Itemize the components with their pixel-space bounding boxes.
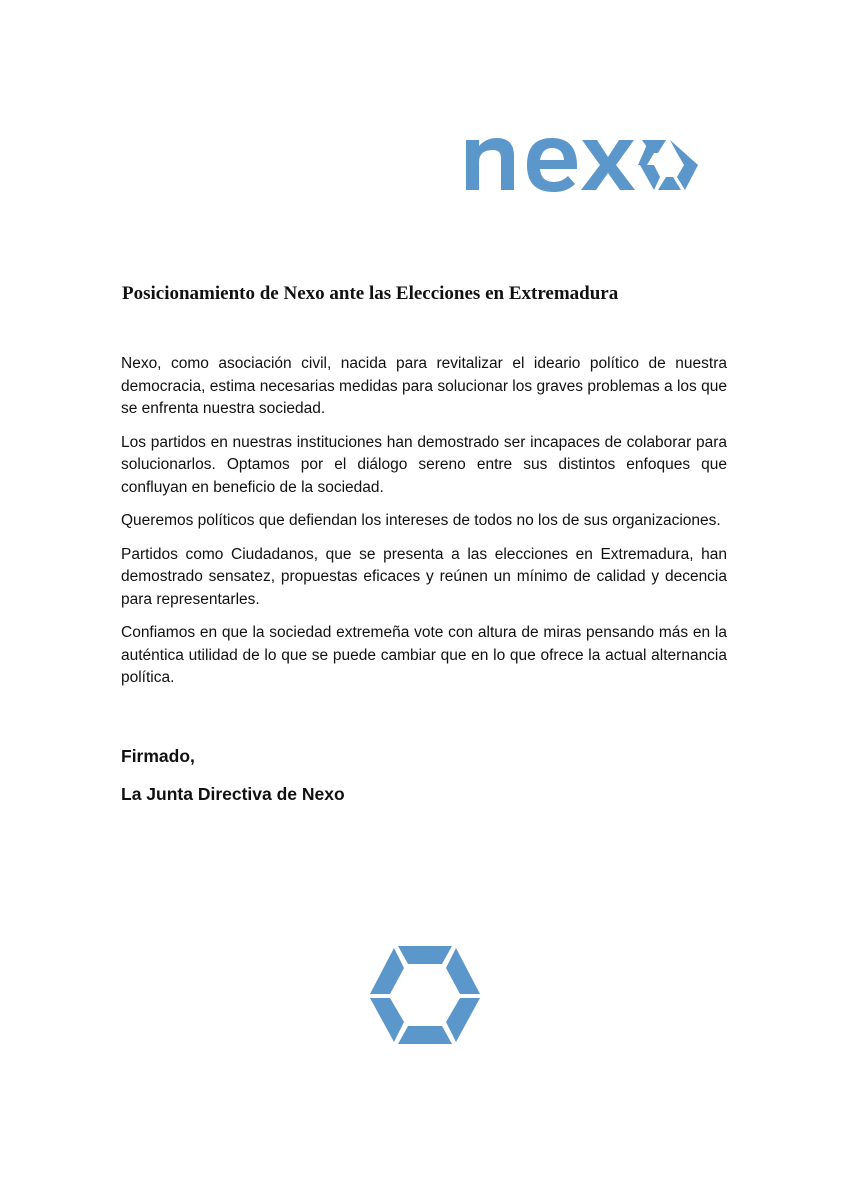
paragraph-2: Los partidos en nuestras instituciones han demostrado ser incapaces de colaborar para solucionarlos. Optamos por el diálogo sereno entre sus distintos enfoques que confluyan en beneficio de la sociedad. xyxy=(121,433,727,496)
paragraph-5: Confiamos en que la sociedad extremeña vote con altura de miras pensando más en la auténtica utilidad de lo que se puede cambiar que en lo que ofrece la actual alternancia política. xyxy=(121,624,727,686)
document-title: Posicionamiento de Nexo ante las Elecciones en Extremadura xyxy=(122,283,619,304)
signature-block xyxy=(121,744,621,806)
paragraph-4: Partidos como Ciudadanos, que se presenta a las elecciones en Extremadura, han demostrado sensatez, propuestas eficaces y reúnen un mínimo de calidad y decencia para representarles. xyxy=(121,545,727,608)
signature-salutation: Firmado, xyxy=(121,746,195,766)
paragraph-3: Queremos políticos que defiendan los intereses de todos no los de sus organizaciones. xyxy=(121,512,721,529)
hexagon-emblem-icon xyxy=(370,946,480,1044)
nexo-logo xyxy=(462,120,702,200)
signature-signer: La Junta Directiva de Nexo xyxy=(121,784,345,804)
document-body xyxy=(121,353,727,701)
paragraph-1: Nexo, como asociación civil, nacida para revitalizar el ideario político de nuestra democracia, estima necesarias medidas para solucionar los graves problemas a los que se enfrenta nuestra sociedad. xyxy=(121,355,727,417)
